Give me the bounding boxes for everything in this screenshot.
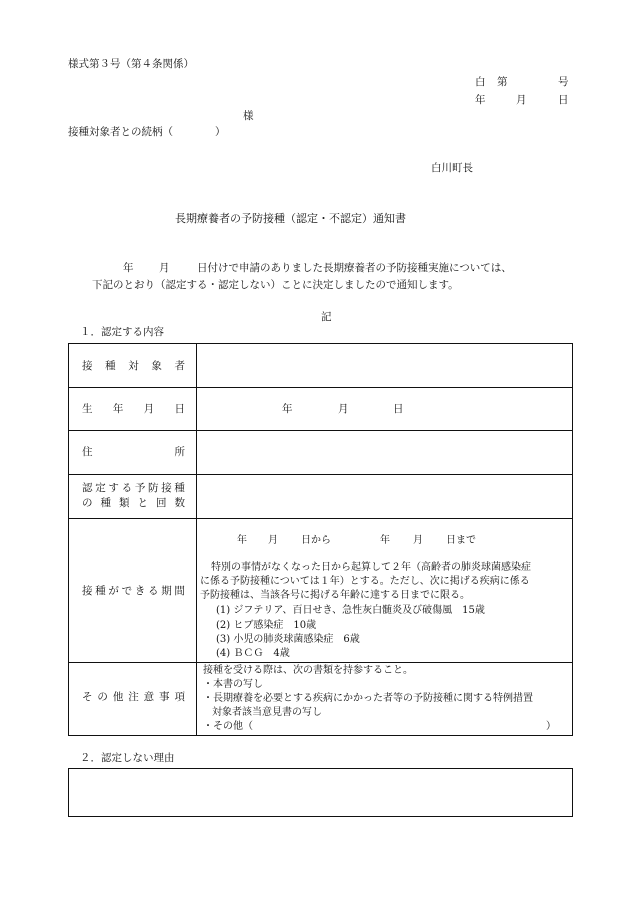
body-line2: 下記のとおり（認定する・認定しない）ことに決定しましたので通知します。	[92, 279, 459, 291]
vaccine-label-line2-text: の 種 類 と 回 数	[82, 497, 185, 509]
subject-field[interactable]	[200, 347, 568, 383]
table-rule	[68, 343, 69, 736]
vaccine-label-line1	[82, 482, 185, 495]
doc-number-go: 号	[558, 76, 569, 88]
birth-label-text: 生 年 月 日	[82, 403, 185, 415]
doc-number-prefix: 白	[475, 76, 486, 88]
relation-label: 接種対象者との続柄（ ）	[68, 126, 226, 138]
table-rule	[68, 735, 573, 736]
date-hi: 日	[558, 94, 569, 106]
section2-heading: ２．認定しない理由	[80, 752, 175, 764]
period-label-text: 接 種 が で き る 期 間	[82, 585, 185, 597]
address-label	[82, 446, 185, 459]
notes-line5: ・その他（	[203, 721, 253, 732]
table-rule	[68, 474, 573, 475]
subject-label	[82, 360, 185, 373]
table-rule	[572, 343, 573, 736]
birth-hi: 日	[393, 403, 404, 415]
date-nen: 年	[475, 94, 486, 106]
notes-line2: ・本書の写し	[203, 679, 263, 690]
address-field[interactable]	[200, 434, 568, 470]
vaccine-label-line1-text: 認 定 す る 予 防 接 種	[82, 482, 185, 494]
address-label-text: 住 所	[82, 446, 185, 458]
doc-number-dai: 第	[497, 76, 508, 88]
recipient-sama: 様	[243, 110, 254, 122]
form-id: 様式第３号（第４条関係）	[68, 58, 194, 70]
notes-label-text: そ の 他 注 意 事 項	[82, 691, 185, 703]
table-rule	[68, 430, 573, 431]
subject-label-text: 接 種 対 象 者	[82, 360, 185, 372]
notes-line4: 対象者該当意見書の写し	[212, 707, 322, 718]
table-rule	[68, 343, 573, 344]
body-nen: 年	[123, 262, 134, 274]
issuer-name: 白川町長	[431, 162, 473, 174]
period-item-4: (4) ＢＣＧ 4歳	[216, 648, 290, 659]
vaccine-field[interactable]	[200, 478, 568, 514]
period-item-3: (3) 小児の肺炎球菌感染症 6歳	[216, 634, 360, 645]
page-title: 長期療養者の予防接種（認定・不認定）通知書	[175, 212, 406, 225]
period-nen1: 年	[237, 535, 247, 546]
reason-box[interactable]	[68, 768, 573, 817]
birth-tsuki: 月	[338, 403, 349, 415]
birth-label	[82, 403, 185, 416]
period-item-2: (2) ヒブ感染症 10歳	[216, 620, 317, 631]
notes-line3: ・長期療養を必要とする疾病にかかった者等の予防接種に関する特例措置	[203, 693, 533, 704]
section1-heading: １．認定する内容	[80, 326, 164, 338]
period-made: 日まで	[446, 535, 476, 546]
table-rule	[68, 662, 573, 663]
table-rule	[68, 518, 573, 519]
period-tsuki2: 月	[413, 535, 423, 546]
period-tsuki1: 月	[268, 535, 278, 546]
period-item-1: (1) ジフテリア、百日せき、急性灰白髄炎及び破傷風 15歳	[216, 605, 485, 616]
notes-line5-close: ）	[546, 721, 556, 732]
vaccine-label-line2	[82, 497, 185, 510]
period-text-3: 予防接種は、当該各号に掲げる年齢に達する日までに限る。	[200, 590, 470, 601]
notes-line1: 接種を受ける際は、次の書類を持参すること。	[203, 665, 413, 676]
ki-mark: 記	[321, 311, 332, 323]
body-line1-text: 日付けで申請のありました長期療養者の予防接種実施については、	[197, 262, 512, 274]
period-label	[82, 585, 185, 598]
birth-nen: 年	[282, 403, 293, 415]
period-text-1: 特別の事情がなくなった日から起算して２年（高齢者の肺炎球菌感染症	[211, 562, 531, 573]
body-tsuki: 月	[159, 262, 170, 274]
period-nen2: 年	[380, 535, 390, 546]
table-rule	[68, 387, 573, 388]
notes-label	[82, 691, 185, 704]
date-tsuki: 月	[516, 94, 527, 106]
period-text-2: に係る予防接種については１年）とする。ただし、次に掲げる疾病に係る	[200, 576, 530, 587]
table-rule	[196, 343, 197, 736]
period-kara: 日から	[301, 535, 331, 546]
